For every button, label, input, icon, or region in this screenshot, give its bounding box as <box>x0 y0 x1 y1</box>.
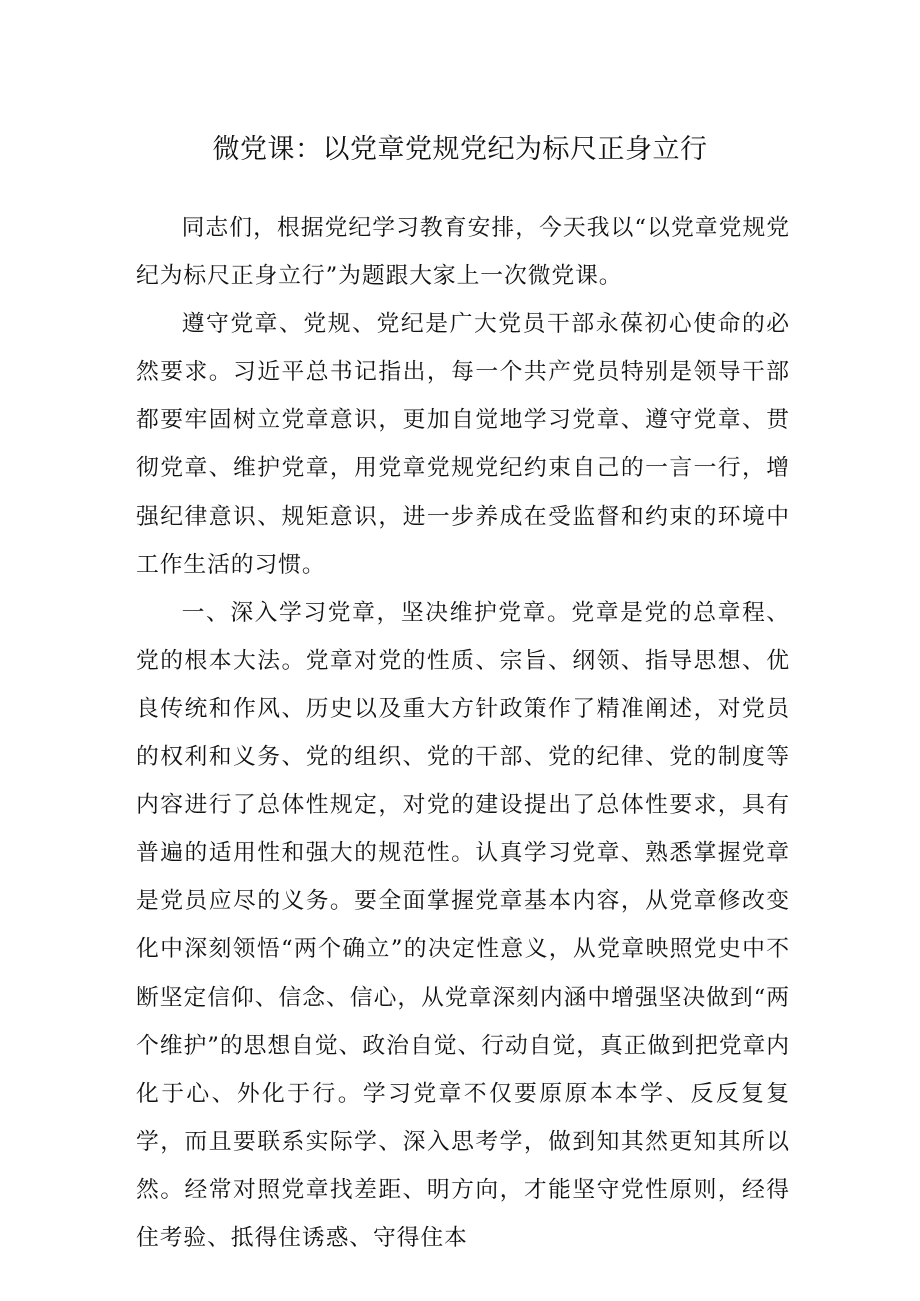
paragraph-introduction: 遵守党章、党规、党纪是广大党员干部永葆初心使命的必然要求。习近平总书记指出，每一个共产党员特别是领导干部都要牢固树立党章意识，更加自觉地学习党章、遵守党章、贯彻党章、维护党章，用党章党规党纪约束自己的一言一行，增强纪律意识、规矩意识，进一步养成在受监督和约束的环境中工作生活的习惯。 <box>136 311 790 578</box>
paragraph-section-one: 一、深入学习党章，坚决维护党章。党章是党的总章程、党的根本大法。党章对党的性质、宗旨、纲领、指导思想、优良传统和作风、历史以及重大方针政策作了精准阐述，对党员的权利和义务、党的组织、党的干部、党的纪律、党的制度等内容进行了总体性规定，对党的建设提出了总体性要求，具有普遍的适用性和强大的规范性。认真学习党章、熟悉掌握党章是党员应尽的义务。要全面掌握党章基本内容，从党章修改变化中深刻领悟“两个确立”的决定性意义，从党章映照党史中不断坚定信仰、信念、信心，从党章深刻内涵中增强坚决做到“两个维护”的思想自觉、政治自觉、行动自觉，真正做到把党章内化于心、外化于行。学习党章不仅要原原本本学、反反复复学，而且要联系实际学、深入思考学，做到知其然更知其所以然。经常对照党章找差距、明方向，才能坚守党性原则，经得住考验、抵得住诱惑、守得住本 <box>136 599 790 1251</box>
paragraph-greeting: 同志们，根据党纪学习教育安排，今天我以“以党章党规党纪为标尺正身立行”为题跟大家上一次微党课。 <box>136 215 790 290</box>
document-title: 微党课：以党章党规党纪为标尺正身立行 <box>212 134 708 165</box>
document-body <box>136 204 790 1262</box>
